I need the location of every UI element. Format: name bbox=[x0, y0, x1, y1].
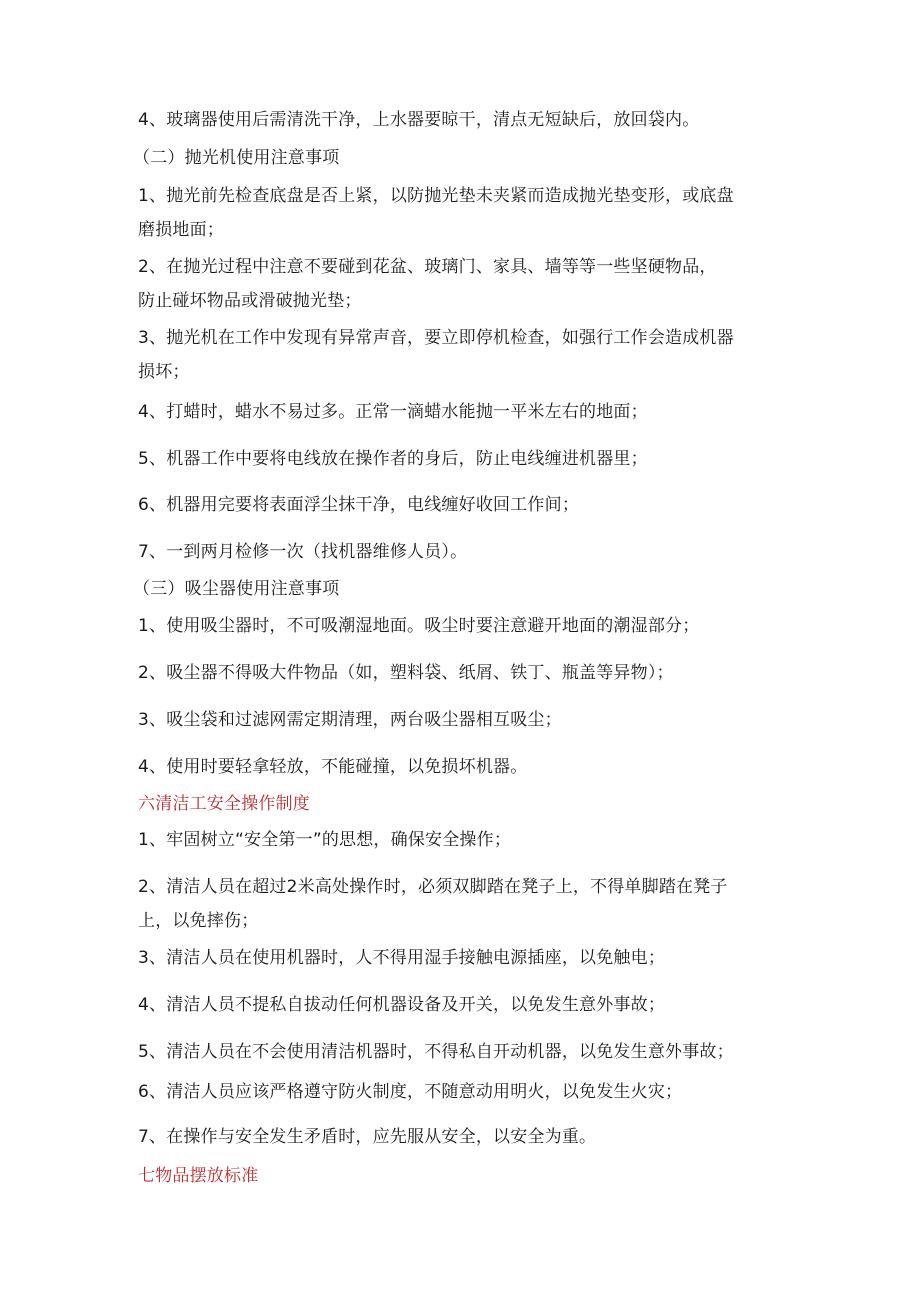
polisher-item-5: 5、机器工作中要将电线放在操作者的身后，防止电线缠进机器里； bbox=[138, 449, 648, 469]
vacuum-item-4: 4、使用时要轻拿轻放，不能碰撞，以免损坏机器。 bbox=[138, 757, 528, 777]
polisher-item-1-continued: 磨损地面； bbox=[138, 220, 224, 240]
storage-standard-heading: 七物品摆放标准 bbox=[138, 1166, 259, 1186]
safety-item-1: 1、牢固树立“安全第一”的思想，确保安全操作； bbox=[138, 830, 512, 850]
safety-item-2-continued: 上，以免摔伤； bbox=[138, 911, 259, 931]
polisher-item-2-continued: 防止碰坏物品或滑破抛光垫； bbox=[138, 291, 362, 311]
safety-item-2: 2、清洁人员在超过2米高处操作时，必须双脚踏在凳子上，不得单脚踏在凳子 bbox=[138, 877, 728, 897]
polisher-item-7: 7、一到两月检修一次（找机器维修人员）。 bbox=[138, 542, 468, 562]
polisher-item-3: 3、抛光机在工作中发现有异常声音，要立即停机检查，如强行工作会造成机器 bbox=[138, 328, 734, 348]
safety-rules-heading: 六清洁工安全操作制度 bbox=[138, 794, 310, 814]
polisher-item-6: 6、机器用完要将表面浮尘抹干净，电线缠好收回工作间； bbox=[138, 495, 580, 515]
vacuum-item-1: 1、使用吸尘器时，不可吸潮湿地面。吸尘时要注意避开地面的潮湿部分； bbox=[138, 616, 700, 636]
glass-tool-item-4: 4、玻璃器使用后需清洗干净，上水器要晾干，清点无短缺后，放回袋内。 bbox=[138, 110, 700, 130]
polisher-item-4: 4、打蜡时，蜡水不易过多。正常一滴蜡水能抛一平米左右的地面； bbox=[138, 402, 648, 422]
vacuum-item-3: 3、吸尘袋和过滤网需定期清理，两台吸尘器相互吸尘； bbox=[138, 710, 562, 730]
safety-item-6: 6、清洁人员应该严格遵守防火制度，不随意动用明火，以免发生火灾； bbox=[138, 1082, 683, 1102]
vacuum-item-2: 2、吸尘器不得吸大件物品（如，塑料袋、纸屑、铁丁、瓶盖等异物）； bbox=[138, 663, 674, 683]
polisher-item-2: 2、在抛光过程中注意不要碰到花盆、玻璃门、家具、墙等等一些坚硬物品， bbox=[138, 257, 717, 277]
safety-item-3: 3、清洁人员在使用机器时，人不得用湿手接触电源插座，以免触电； bbox=[138, 948, 666, 968]
safety-item-7: 7、在操作与安全发生矛盾时，应先服从安全，以安全为重。 bbox=[138, 1127, 597, 1147]
polisher-item-1: 1、抛光前先检查底盘是否上紧，以防抛光垫未夹紧而造成抛光垫变形，或底盘 bbox=[138, 186, 734, 206]
vacuum-section-heading: （三）吸尘器使用注意事项 bbox=[133, 579, 340, 599]
safety-item-4: 4、清洁人员不提私自拔动任何机器设备及开关，以免发生意外事故； bbox=[138, 995, 666, 1015]
polisher-item-3-continued: 损坏； bbox=[138, 362, 190, 382]
safety-item-5: 5、清洁人员在不会使用清洁机器时，不得私自开动机器，以免发生意外事故； bbox=[138, 1042, 734, 1062]
polisher-section-heading: （二）抛光机使用注意事项 bbox=[133, 148, 340, 168]
